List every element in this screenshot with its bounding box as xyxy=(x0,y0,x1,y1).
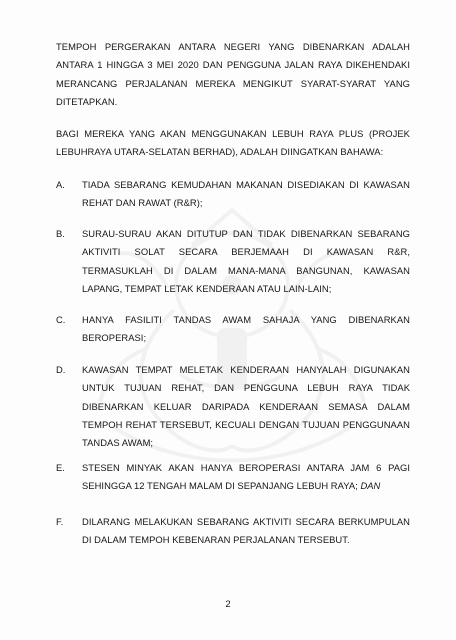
page-number: 2 xyxy=(225,599,231,610)
item-d-text: KAWASAN TEMPAT MELETAK KENDERAAN HANYALAH DIGUNAKAN UNTUK TUJUAN REHAT, DAN PENGGUNA LEBUH RAYA TIDAK DIBENARKAN KELUAR DARIPADA KENDERAAN SEMASA DALAM TEMPOH REHAT TERSEBUT, KECUALI DENGAN TUJUAN PENGGUNAAN TANDAS AWAM; xyxy=(82,364,410,449)
item-a-letter: A. xyxy=(56,179,65,190)
intro-paragraph: TEMPOH PERGERAKAN ANTARA NEGERI YANG DIBENARKAN ADALAH ANTARA 1 HINGGA 3 MEI 2020 DAN PENGGUNA JALAN RAYA DIKEHENDAKI MERANCANG PERJALANAN MEREKA MENGIKUT SYARAT-SYARAT YANG DITETAPKAN. xyxy=(56,41,410,107)
notice-paragraph: BAGI MEREKA YANG AKAN MENGGUNAKAN LEBUH RAYA PLUS (PROJEK LEBUHRAYA UTARA-SELATAN BERHAD), ADALAH DIINGATKAN BAHAWA: xyxy=(56,128,410,158)
item-e-text-wrapper xyxy=(82,459,410,496)
item-a-text: TIADA SEBARANG KEMUDAHAN MAKANAN DISEDIAKAN DI KAWASAN REHAT DAN RAWAT (R&R); xyxy=(82,179,410,209)
item-b-text: SURAU-SURAU AKAN DITUTUP DAN TIDAK DIBENARKAN SEBARANG AKTIVITI SOLAT SECARA BERJEMAAH DI KAWASAN R&R, TERMASUKLAH DI DALAM MANA-MANA BANGUNAN, KAWASAN LAPANG, TEMPAT LETAK KENDERAAN ATAU LAIN-LAIN; xyxy=(82,228,410,294)
item-c-letter: C. xyxy=(56,314,66,325)
item-e-emphasis: DAN xyxy=(360,480,381,492)
item-c-text: HANYA FASILITI TANDAS AWAM SAHAJA YANG DIBENARKAN BEROPERASI; xyxy=(82,314,410,344)
item-e-text: STESEN MINYAK AKAN HANYA BEROPERASI ANTARA JAM 6 PAGI SEHINGGA 12 TENGAH MALAM DI SEPANJANG LEBUH RAYA; xyxy=(82,462,410,492)
item-d-letter: D. xyxy=(56,364,66,375)
item-f-text: DILARANG MELAKUKAN SEBARANG AKTIVITI SECARA BERKUMPULAN DI DALAM TEMPOH KEBENARAN PERJALANAN TERSEBUT. xyxy=(82,516,410,546)
item-b-letter: B. xyxy=(56,228,65,239)
item-f-letter: F. xyxy=(56,516,64,527)
item-e-letter: E. xyxy=(56,462,65,473)
